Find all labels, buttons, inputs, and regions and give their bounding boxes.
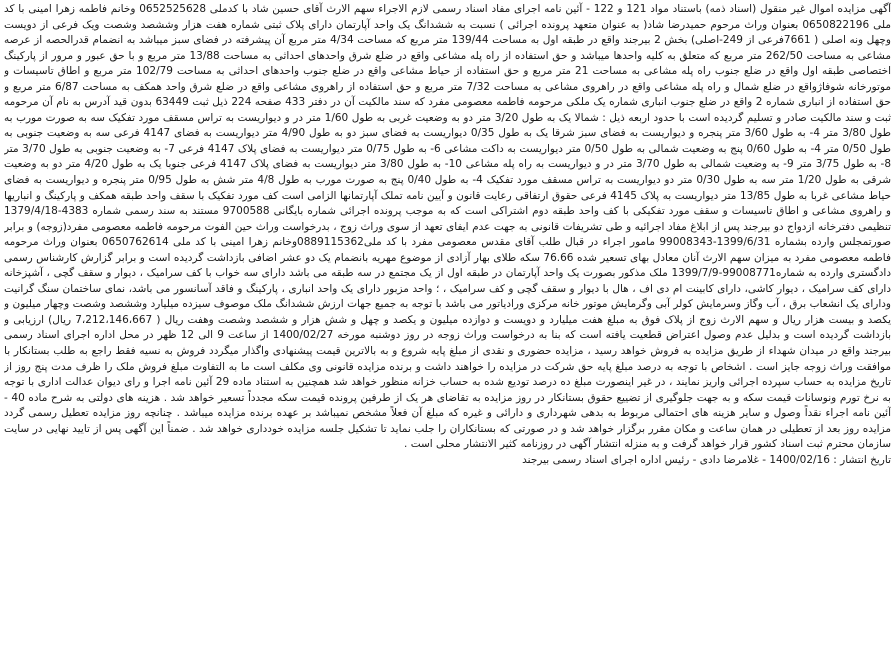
auction-notice bbox=[4, 2, 891, 669]
notice-signature: تاریخ انتشار : 1400/02/16 - غلامرضا دادی - رئیس اداره اجرای اسناد رسمی بیرجند bbox=[522, 453, 891, 466]
notice-body: آگهی مزایده اموال غیر منقول (اسناد ذمه) باستناد مواد 121 و 122 - آئین نامه اجرای مفاد اسناد رسمی لازم الاجراء سهم الارث آقای حسین شاد با کدملی 0652525628 وخانم فاطمه زهرا امینی با کد ملی 0650822196 بعنوان وراث مرحوم حمیدرضا شاد( به عنوان متعهد پرونده اجرائی ) نسبت به ششدانگ یک واحد آپارتمان دارای پلاک ثبتی شماره هفت هزار وششصد وشصت ویک فرعی از دویست وچهل ونه اصلی ( 7661فرعی از 249-اصلی) بخش 2 بیرجند واقع در طبقه اول به مساحت 139/44 متر مربع که مساحت 4/34 متر مربع آن پیشرفته در فضای سبز میباشد به انضمام قدرالحصه از عرصه مشاعی به مساحت 262/50 متر مربع که متعلق به کلیه واحدها میباشد و حق استفاده از راه پله مشاعی واقع در ضلع شرق واحدهای احداثی به مساحت 13/88 متر مربع و با حق عبور و مرور از پارکینگ اختصاصی طبقه اول واقع در ضلع جنوب راه پله مشاعی به مساحت 21 متر مربع و حق استفاده از حیاط مشاعی واقع در ضلع جنوب واحدهای احداثی به مساحت 102/79 متر مربع و اطاق تاسیسات و موتورخانه شوفاژواقع در ضلع شمال و راه پله مشاعی واقع در راهروی مشاعی به مساحت 7/32 متر مربع و حق استفاده از راهروی مشاعی واقع در ضلع شرق واحد همکف به مساحت 6/87 متر مربع و حق استفاده از انباری شماره 2 واقع در ضلع جنوب انباری شماره یک ملکی مرحومه فاطمه معصومی مفرد که سند مالکیت آن در دفتر 433 صفحه 224 ذیل ثبت 63449 بدون قید آدرس به نام آن مرحومه ثبت و سند مالکیت صادر و تسلیم گردیده است با حدود اربعه ذیل : شمالا یک به طول 3/20 متر دو به وضعیت غربی به طول 1/60 متر در و دیواریست به تراس مسقف مورد تفکیک سه به صورت مورب به طول 3/80 متر 4- به طول 3/60 متر پنجره و دیواریست به فضای سبز شرقا یک به طول 0/35 دیواریست به فضای سبز دو به طول 4/90 متر دیواریست به فضای 4147 فرعی سه به وضعیت جنوبی به طول 0/50 متر 4- به طول 0/60 پنج به وضعیت شمالی به طول 0/50 متر دیواریست به داکت مشاعی 6- به طول 0/75 متر دیواریست به فضای پلاک 4147 فرعی 7- به وضعیت جنوبی به طول 3/70 متر 8- به طول 3/75 متر 9- به وضعیت شمالی به طول 3/70 متر در و دیواریست به راه پله مشاعی 10- به طول 3/80 متر دیواریست به فضای پلاک 4147 فرعی جنوبا یک به طول 4/20 متر دو به وضعیت شرقی به طول 1/20 متر سه به طول 0/30 متر دو دیواریست به تراس مسقف مورد تفکیک 4- به طول 0/40 پنج به صورت مورب به طول 4/8 متر شش به طول 0/95 متر پنجره و دیواریست به فضای حیاط مشاعی غربا به طول 13/85 متر دیواریست به پلاک 4145 فرعی حقوق ارتفاقی رعایت قانون و آیین نامه تملک آپارتمانها الزامی است کف مورد تفکیک با سقف واحد طبقه همکف و پارکینگ و انباریها و راهروی مشاعی و اطاق تاسیسات و سقف مورد تفکیکی با کف واحد طبقه دوم اشتراکی است که به موجب پرونده اجرائی شماره بایگانی 9700588 مستند به سند رسمی شماره 4383-1379/4/18 تنظیمی دفترخانه ازدواج دو بیرجند پس از ابلاغ مفاد اجرائیه و طی تشریفات قانونی به جهت عدم ایفای تعهد از سوی وراث زوج ، بدرخواست وراث حین الفوت مرحومه فاطمه معصومی مفرد(زوجه) و برابر صورتمجلس وارده بشماره 1399/6/31-99008343 مامور اجراء در قبال طلب آقای مقدس معصومی مفرد با کد ملی0889115362وخانم زهرا امینی با کد ملی 0650762614 بعنوان وراث مرحومه فاطمه معصومی مفرد به میزان سهم الارث آنان معادل بهای تسعیر شده 76.66 سکه طلای بهار آزادی از موضوع مهریه بانضمام یک دو عشر اضافی بازداشت گردیده است و برابر گزارش کارشناس رسمی دادگستری وارده به شماره99008771-1399/7/9 ملک مذکور بصورت یک واحد آپارتمان در طبقه اول از یک مجتمع در سه طبقه می باشد دارای سه خواب با کف سرامیک ، دیوار و سقف گچی ، آشپزخانه دارای کف سرامیک ، دیوار کاشی، دارای کابینت ام دی اف ، هال با دیوار و سقف گچی و کف سرامیک ، ؛ واحد مزبور دارای یک واحد انباری ، پارکینگ و فاقد آسانسور می باشد، نمای ساختمان سنگ گرانیت ودارای یک انشعاب برق ، آب وگاز وسرمایش کولر آبی وگرمایش موتور خانه مرکزی ورادیاتور می باشد با توجه به جمیع جهات ارزش ششدانگ ملک موصوف سیزده میلیارد وششصد وشصت وچهار میلیون و یکصد و بیست هزار ریال و سهم الارث زوج از پلاک فوق به مبلغ هفت میلیارد و دویست و دوازده میلیون و یکصد و چهل و شش هزار و ششصد وشصت وهفت ریال ( 7،212،146،667 ریال) ارزیابی و بازداشت گردیده است و بدلیل عدم وصول اعتراض قطعیت یافته است که بنا به درخواست وراث زوجه در روز دوشنبه مورخه 1400/02/27 از ساعت 9 الی 12 ظهر در محل اداره اجرای اسناد رسمی بیرجند واقع در میدان شهداء از طریق مزایده به فروش خواهد رسید ، مزایده حضوری و نقدی از مبلغ پایه شروع و به بالاترین قیمت پیشنهادی واگذار میگردد فروش به نسیه فقط راجع به طلب بستانکار با موافقت وراث زوجه جایز است . اشخاص با توجه به درصد مبلغ پایه حق شرکت در مزایده را خواهند داشت و برنده مزایده قانونی وی مکلف است ما به التفاوت مبلغ فروش ملک را ظرف مدت پنج روز از تاریخ مزایده به حساب سپرده اجرائی واریز نمایند ، در غیر اینصورت مبلغ ده درصد تودیع شده به حساب خزانه منظور خواهد شد همچنین به استناد ماده 29 آئین نامه اجرا و رای دیوان عدالت اداری با توجه به نرخ تورم ونوسانات قیمت سکه و به جهت جلوگیری از تضییع حقوق بستانکار در روز مزایده به تقاضای هر یک از طرفین پرونده قیمت سکه مجدداً تسعیر خواهد شد . هزینه های دولتی به شرح ماده 40 - آئین نامه اجراء نقداً وصول و سایر هزینه های احتمالی مربوط به بدهی شهرداری و دارائی و غیره که مبلغ آن فعلاً مشخص نمیباشد بر عهده برنده مزایده میباشد . چنانچه روز مزایده تعطیل رسمی گردد مزایده روز بعد از تعطیلی در همان ساعت و مکان مقرر برگزار خواهد شد و در صورتی که بستانکاران را جلب نماید تا تشکیل جلسه مزایده خودداری خواهد شد . ضمناً این آگهی پس از تایید نهایی در سایت سازمان محترم ثبت اسناد کشور قرار خواهد گرفت و به منزله انتشار آگهی در روزنامه کثیر الانتشار محلی است . bbox=[4, 3, 891, 451]
